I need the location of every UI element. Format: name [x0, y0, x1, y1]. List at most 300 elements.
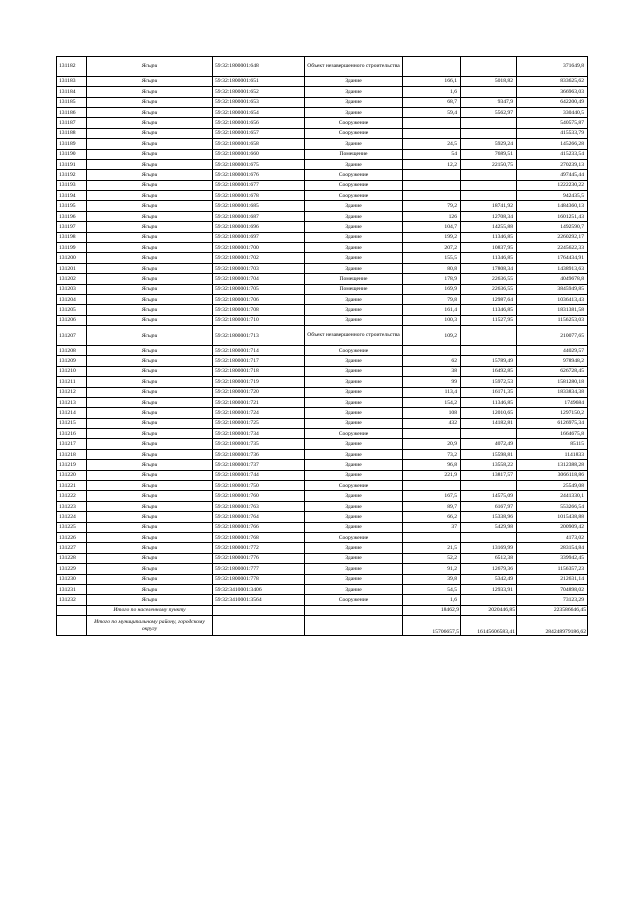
object-type: Здание: [305, 553, 403, 563]
cadastral-cost: 1297150,2: [517, 408, 588, 418]
object-type: Здание: [305, 315, 403, 325]
specific-value: 4072,49: [461, 439, 517, 449]
specific-value: 12010,65: [461, 408, 517, 418]
row-number: 131227: [57, 543, 87, 553]
object-type: Сооружение: [305, 345, 403, 355]
cadastral-cost: 540575,87: [517, 118, 588, 128]
object-type: Здание: [305, 501, 403, 511]
specific-value: 14255,88: [461, 222, 517, 232]
table-row: [57, 387, 588, 397]
area-value: 99: [403, 377, 461, 387]
cadastral-number: 59:32:1800001:705: [213, 284, 305, 294]
area-value: 73,2: [403, 449, 461, 459]
settlement-name: Ясыри: [87, 522, 213, 532]
cadastral-number: 59:32:1800001:677: [213, 180, 305, 190]
table-row: [57, 191, 588, 201]
row-number: 131193: [57, 180, 87, 190]
specific-value: [461, 57, 517, 77]
specific-value: 12987,64: [461, 295, 517, 305]
cadastral-cost: 73123,29: [517, 595, 588, 605]
specific-value: [461, 595, 517, 605]
area-value: [403, 481, 461, 491]
object-type: Здание: [305, 159, 403, 169]
row-number: 131204: [57, 295, 87, 305]
specific-value: 6512,38: [461, 553, 517, 563]
row-number: 131196: [57, 211, 87, 221]
specific-value: 12708,34: [461, 211, 517, 221]
specific-value: 5929,24: [461, 139, 517, 149]
settlement-name: Ясыри: [87, 243, 213, 253]
empty-cell: [57, 616, 87, 636]
cadastral-cost: 1141833: [517, 449, 588, 459]
cadastral-cost: 44029,57: [517, 345, 588, 355]
specific-value: [461, 118, 517, 128]
specific-value: [461, 345, 517, 355]
row-number: 131214: [57, 408, 87, 418]
table-row: [57, 128, 588, 138]
settlement-name: Ясыри: [87, 159, 213, 169]
cadastral-number: 59:32:3410001:3564: [213, 595, 305, 605]
cadastral-cost: 1601251,43: [517, 211, 588, 221]
cadastral-cost: 2245622,33: [517, 243, 588, 253]
settlement-name: Ясыри: [87, 584, 213, 594]
settlement-name: Ясыри: [87, 481, 213, 491]
specific-value: 15338,96: [461, 512, 517, 522]
cadastral-cost: 1492590,7: [517, 222, 588, 232]
area-value: 68,7: [403, 97, 461, 107]
specific-value: [461, 170, 517, 180]
cadastral-number: 59:32:1800001:777: [213, 564, 305, 574]
row-number: 131207: [57, 326, 87, 346]
settlement-name: Ясыри: [87, 574, 213, 584]
area-value: [403, 533, 461, 543]
settlement-name: Ясыри: [87, 564, 213, 574]
object-type: Здание: [305, 201, 403, 211]
settlement-name: Ясыри: [87, 356, 213, 366]
cadastral-cost: 4049678,8: [517, 274, 588, 284]
settlement-name: Ясыри: [87, 97, 213, 107]
table-row: [57, 397, 588, 407]
area-value: 54,5: [403, 584, 461, 594]
area-value: 59,4: [403, 107, 461, 117]
object-type: Здание: [305, 87, 403, 97]
cadastral-number: 59:32:1800001:776: [213, 553, 305, 563]
object-type: Здание: [305, 253, 403, 263]
cadastral-cost: 1438913,63: [517, 263, 588, 273]
row-number: 131209: [57, 356, 87, 366]
cadastral-cost: 1222230,22: [517, 180, 588, 190]
settlement-name: Ясыри: [87, 87, 213, 97]
row-number: 131189: [57, 139, 87, 149]
settlement-name: Ясыри: [87, 253, 213, 263]
settlement-name: Ясыри: [87, 107, 213, 117]
cadastral-cost: 339942,45: [517, 553, 588, 563]
area-value: 24,5: [403, 139, 461, 149]
area-value: 38: [403, 366, 461, 376]
cadastral-number: 59:32:1800001:750: [213, 481, 305, 491]
row-number: 131232: [57, 595, 87, 605]
cadastral-cost: 642200,49: [517, 97, 588, 107]
cadastral-cost: 1312388,28: [517, 460, 588, 470]
object-type: Сооружение: [305, 481, 403, 491]
row-number: 131197: [57, 222, 87, 232]
settlement-name: Ясыри: [87, 170, 213, 180]
cadastral-number: 59:32:1800001:714: [213, 345, 305, 355]
cadastral-number: 59:32:1800001:766: [213, 522, 305, 532]
object-type: Помещение: [305, 274, 403, 284]
cadastral-cost: 366963,03: [517, 87, 588, 97]
table-row: [57, 180, 588, 190]
object-type: Здание: [305, 512, 403, 522]
cadastral-number: 59:32:1800001:710: [213, 315, 305, 325]
row-number: 131218: [57, 449, 87, 459]
specific-value: 15598,81: [461, 449, 517, 459]
object-type: Здание: [305, 139, 403, 149]
specific-value: 5342,49: [461, 574, 517, 584]
table-row: [57, 533, 588, 543]
settlement-name: Ясыри: [87, 180, 213, 190]
table-row: [57, 366, 588, 376]
object-type: Здание: [305, 584, 403, 594]
specific-value: [461, 481, 517, 491]
specific-value: [461, 180, 517, 190]
cadastral-number: 59:32:3410001:3406: [213, 584, 305, 594]
object-type: Здание: [305, 397, 403, 407]
settlement-name: Ясыри: [87, 460, 213, 470]
settlement-name: Ясыри: [87, 118, 213, 128]
settlement-name: Ясыри: [87, 387, 213, 397]
row-number: 131182: [57, 57, 87, 77]
specific-value: 6167,97: [461, 501, 517, 511]
empty-cell: [213, 605, 305, 615]
cadastral-cost: 2441330,1: [517, 491, 588, 501]
table-row: [57, 232, 588, 242]
cadastral-number: 59:32:1800001:696: [213, 222, 305, 232]
area-value: 80,8: [403, 263, 461, 273]
cadastral-cost: 942435,5: [517, 191, 588, 201]
row-number: 131226: [57, 533, 87, 543]
cadastral-number: 59:32:1800001:703: [213, 263, 305, 273]
object-type: Сооружение: [305, 595, 403, 605]
total-settlement-cost: 223586646,45: [517, 605, 588, 615]
settlement-name: Ясыри: [87, 418, 213, 428]
table-row: [57, 481, 588, 491]
row-number: 131224: [57, 512, 87, 522]
row-number: 131184: [57, 87, 87, 97]
specific-value: 18741,92: [461, 201, 517, 211]
cadastral-number: 59:32:1800001:764: [213, 512, 305, 522]
empty-cell: [305, 616, 403, 636]
table-row: [57, 356, 588, 366]
object-type: Здание: [305, 387, 403, 397]
specific-value: [461, 326, 517, 346]
area-value: 113,4: [403, 387, 461, 397]
settlement-name: Ясыри: [87, 439, 213, 449]
area-value: 12,2: [403, 159, 461, 169]
row-number: 131231: [57, 584, 87, 594]
cadastral-cost: 1484360,13: [517, 201, 588, 211]
cadastral-cost: 3845949,85: [517, 284, 588, 294]
table-row: [57, 243, 588, 253]
object-type: Здание: [305, 305, 403, 315]
area-value: 91,2: [403, 564, 461, 574]
settlement-name: Ясыри: [87, 191, 213, 201]
cadastral-number: 59:32:1800001:678: [213, 191, 305, 201]
area-value: 79,2: [403, 201, 461, 211]
total-settlement-udel: 2020446,85: [461, 605, 517, 615]
cadastral-number: 59:32:1800001:744: [213, 470, 305, 480]
settlement-name: Ясыри: [87, 543, 213, 553]
object-type: Здание: [305, 76, 403, 86]
object-type: Сооружение: [305, 128, 403, 138]
area-value: 96,8: [403, 460, 461, 470]
settlement-name: Ясыри: [87, 232, 213, 242]
object-type: Здание: [305, 97, 403, 107]
settlement-name: Ясыри: [87, 366, 213, 376]
specific-value: 15789,49: [461, 356, 517, 366]
object-type: Здание: [305, 522, 403, 532]
cadastral-cost: 1036413,43: [517, 295, 588, 305]
table-row: [57, 439, 588, 449]
object-type: Здание: [305, 295, 403, 305]
cadastral-number: 59:32:1800001:737: [213, 460, 305, 470]
settlement-name: Ясыри: [87, 211, 213, 221]
table-row: [57, 97, 588, 107]
table-row: [57, 263, 588, 273]
cadastral-cost: 704898,02: [517, 584, 588, 594]
table-row: [57, 408, 588, 418]
specific-value: 22150,75: [461, 159, 517, 169]
empty-cell: [305, 605, 403, 615]
object-type: Здание: [305, 211, 403, 221]
cadastral-cost: 1833834,38: [517, 387, 588, 397]
table-row: [57, 159, 588, 169]
row-number: 131222: [57, 491, 87, 501]
object-type: Здание: [305, 491, 403, 501]
specific-value: 16492,85: [461, 366, 517, 376]
area-value: [403, 180, 461, 190]
specific-value: 22636,55: [461, 274, 517, 284]
table-row: [57, 470, 588, 480]
specific-value: [461, 191, 517, 201]
specific-value: 11346,85: [461, 253, 517, 263]
cadastral-cost: 210077,65: [517, 326, 588, 346]
cadastral-number: 59:32:1800001:648: [213, 57, 305, 77]
row-number: 131192: [57, 170, 87, 180]
cadastral-cost: 330440,5: [517, 107, 588, 117]
cadastral-cost: 1156253,03: [517, 315, 588, 325]
cadastral-number: 59:32:1800001:708: [213, 305, 305, 315]
table-row: [57, 501, 588, 511]
table-row: [57, 211, 588, 221]
table-row: [57, 253, 588, 263]
cadastral-cost: 270239,13: [517, 159, 588, 169]
row-number: 131215: [57, 418, 87, 428]
row-number: 131208: [57, 345, 87, 355]
row-number: 131220: [57, 470, 87, 480]
row-number: 131211: [57, 377, 87, 387]
object-type: Здание: [305, 418, 403, 428]
row-number: 131191: [57, 159, 87, 169]
cadastral-number: 59:32:1800001:657: [213, 128, 305, 138]
area-value: 21,5: [403, 543, 461, 553]
table-row: [57, 429, 588, 439]
area-value: 169,9: [403, 284, 461, 294]
settlement-name: Ясыри: [87, 345, 213, 355]
cadastral-number: 59:32:1800001:724: [213, 408, 305, 418]
settlement-name: Ясыри: [87, 274, 213, 284]
cadastral-cost: 371649,8: [517, 57, 588, 77]
object-type: Сооружение: [305, 191, 403, 201]
cadastral-cost: 2260292,17: [517, 232, 588, 242]
object-type: Здание: [305, 543, 403, 553]
settlement-name: Ясыри: [87, 377, 213, 387]
object-type: Здание: [305, 222, 403, 232]
specific-value: 13817,57: [461, 470, 517, 480]
object-type: Сооружение: [305, 118, 403, 128]
area-value: 178,9: [403, 274, 461, 284]
area-value: 161,4: [403, 305, 461, 315]
row-number: 131230: [57, 574, 87, 584]
area-value: 1,6: [403, 595, 461, 605]
cadastral-cost: 553266,54: [517, 501, 588, 511]
table-row: [57, 107, 588, 117]
settlement-name: Ясыри: [87, 57, 213, 77]
area-value: [403, 57, 461, 77]
cadastral-number: 59:32:1800001:763: [213, 501, 305, 511]
total-district-cost: 284248979186,62: [517, 616, 588, 636]
cadastral-number: 59:32:1800001:685: [213, 201, 305, 211]
table-row: [57, 87, 588, 97]
area-value: 432: [403, 418, 461, 428]
settlement-name: Ясыри: [87, 139, 213, 149]
table-row: [57, 326, 588, 346]
table-row: [57, 460, 588, 470]
object-type: Помещение: [305, 284, 403, 294]
table-row: [57, 512, 588, 522]
specific-value: 22636,55: [461, 284, 517, 294]
settlement-name: Ясыри: [87, 501, 213, 511]
cadastral-number: 59:32:1800001:704: [213, 274, 305, 284]
cadastral-cost: 626728,45: [517, 366, 588, 376]
table-row: [57, 377, 588, 387]
object-type: Сооружение: [305, 180, 403, 190]
area-value: 126: [403, 211, 461, 221]
cadastral-cost: 833625,62: [517, 76, 588, 86]
row-number: 131183: [57, 76, 87, 86]
specific-value: 10837,95: [461, 243, 517, 253]
row-number: 131213: [57, 397, 87, 407]
settlement-name: Ясыри: [87, 128, 213, 138]
cadastral-cost: 415233,54: [517, 149, 588, 159]
object-type: Здание: [305, 366, 403, 376]
cadastral-cost: 978948,2: [517, 356, 588, 366]
cadastral-number: 59:32:1800001:719: [213, 377, 305, 387]
cadastral-cost: 6126975,34: [517, 418, 588, 428]
cadastral-cost: 1015438,88: [517, 512, 588, 522]
area-value: 37: [403, 522, 461, 532]
table-row: [57, 201, 588, 211]
settlement-name: Ясыри: [87, 201, 213, 211]
row-number: 131221: [57, 481, 87, 491]
settlement-name: Ясыри: [87, 408, 213, 418]
property-table: [56, 56, 588, 636]
object-type: Здание: [305, 470, 403, 480]
specific-value: 12933,91: [461, 584, 517, 594]
cadastral-cost: 1831381,58: [517, 305, 588, 315]
area-value: 109,2: [403, 326, 461, 346]
table-row: [57, 315, 588, 325]
specific-value: 13558,22: [461, 460, 517, 470]
cadastral-cost: 145266,28: [517, 139, 588, 149]
total-district-area: 15706657,5: [403, 616, 461, 636]
object-type: Здание: [305, 439, 403, 449]
row-number: 131212: [57, 387, 87, 397]
area-value: 79,8: [403, 295, 461, 305]
table-row: [57, 418, 588, 428]
total-settlement-area: 18462,9: [403, 605, 461, 615]
row-number: 131198: [57, 232, 87, 242]
table-row: [57, 118, 588, 128]
empty-cell: [57, 605, 87, 615]
row-number: 131200: [57, 253, 87, 263]
settlement-name: Ясыри: [87, 491, 213, 501]
settlement-name: Ясыри: [87, 553, 213, 563]
object-type: Здание: [305, 574, 403, 584]
specific-value: [461, 533, 517, 543]
area-value: [403, 429, 461, 439]
row-number: 131187: [57, 118, 87, 128]
cadastral-number: 59:32:1800001:697: [213, 232, 305, 242]
object-type: Здание: [305, 449, 403, 459]
specific-value: 12679,36: [461, 564, 517, 574]
object-type: Здание: [305, 408, 403, 418]
cadastral-cost: 3066118,86: [517, 470, 588, 480]
row-number: 131188: [57, 128, 87, 138]
specific-value: 16171,35: [461, 387, 517, 397]
settlement-name: Ясыри: [87, 315, 213, 325]
area-value: 62: [403, 356, 461, 366]
settlement-name: Ясыри: [87, 397, 213, 407]
table-row: [57, 222, 588, 232]
table-row: [57, 149, 588, 159]
cadastral-number: 59:32:1800001:725: [213, 418, 305, 428]
row-number: 131219: [57, 460, 87, 470]
object-type: Здание: [305, 377, 403, 387]
area-value: 20,9: [403, 439, 461, 449]
object-type: Сооружение: [305, 533, 403, 543]
area-value: 108: [403, 408, 461, 418]
table-row: [57, 564, 588, 574]
settlement-name: Ясыри: [87, 595, 213, 605]
settlement-name: Ясыри: [87, 429, 213, 439]
table-body: [57, 57, 588, 606]
cadastral-number: 59:32:1800001:734: [213, 429, 305, 439]
specific-value: 5429,98: [461, 522, 517, 532]
cadastral-cost: 85115: [517, 439, 588, 449]
area-value: [403, 128, 461, 138]
row-number: 131225: [57, 522, 87, 532]
cadastral-number: 59:32:1800001:675: [213, 159, 305, 169]
cadastral-cost: 1156357,23: [517, 564, 588, 574]
cadastral-number: 59:32:1800001:676: [213, 170, 305, 180]
area-value: 221,9: [403, 470, 461, 480]
table-row: [57, 522, 588, 532]
object-type: Здание: [305, 107, 403, 117]
area-value: 100,3: [403, 315, 461, 325]
table-row: [57, 491, 588, 501]
cadastral-cost: 200909,42: [517, 522, 588, 532]
